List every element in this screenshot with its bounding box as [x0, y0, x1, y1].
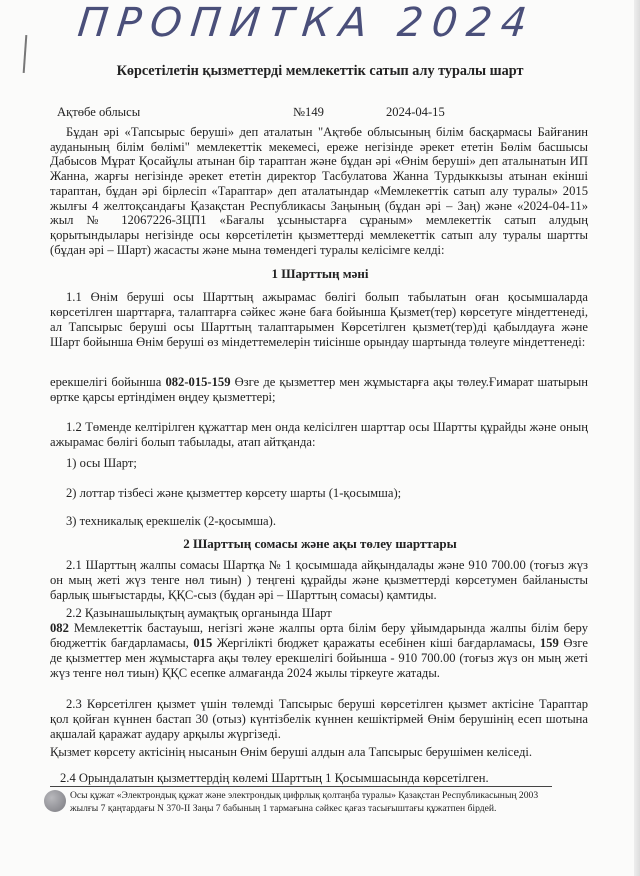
budget-text: Мемлекеттік бастауыш, негізгі және жалпы орта білім беру ұйымдарында жалпы білім беру бюджеттік бағдарламасы, — [50, 621, 588, 650]
budget-code: 082 — [50, 621, 69, 635]
clause-2-2-head: 2.2 Қазынашылықтың аумақтық органында Шарт — [66, 606, 332, 620]
budget-text: Жергілікті бюджет қаражаты есебінен кіші бағдарламасы, — [212, 636, 540, 650]
budget-code: 159 — [539, 636, 559, 650]
clause-2-3-note: Қызмет көрсету актісінің нысанын Өнім беруші алдын ала Тапсырыс берушімен келіседі. — [50, 745, 532, 759]
list-item: 2) лоттар тізбесі және қызметтер көрсету шарты (1-қосымша); — [66, 486, 402, 500]
clause-2-1: 2.1 Шарттың жалпы сомасы Шартқа № 1 қосымшада айқындалады және 910 700.00 (тоғыз жүз он мың жеті жүз тенге нөл тиын) ) теңгені құрайды және қызметтерді көрсетумен байланысты барлық шығыстарды, ҚҚС-сыз (бұдан әрі – Шарттың сомасы) қамтиды. — [50, 558, 588, 602]
budget-text: Өзге де қызметтер мен жұмыстарға ақы төлеу ерекшелігі бойынша - 910 700.00 (тоғыз жүз он мың жеті жүз тенге нөл тиын) ҚҚС есепке алмағанда 2024 жылы тіркеуге жатады. — [50, 636, 588, 680]
specification — [50, 375, 588, 405]
spec-code: 082-015-159 — [165, 375, 231, 389]
spec-prefix: ерекшелігі бойынша — [50, 375, 166, 389]
handwritten-note: ПРОПИТКА 2024 — [75, 0, 538, 46]
scan-edge — [634, 0, 640, 876]
region: Ақтөбе облысы — [57, 105, 141, 119]
e-signature-seal-icon — [44, 790, 66, 812]
document-title: Көрсетілетін қызметтерді мемлекеттік сатып алу туралы шарт — [116, 63, 524, 79]
clause-2-2 — [50, 621, 588, 681]
list-item: 3) техникалық ерекшелік (2-қосымша). — [66, 514, 276, 528]
footer-note: Осы құжат «Электрондық құжат және электрондық цифрлық қолтаңба туралы» Қазақстан Республикасының 2003 жылғы 7 қаңтардағы N 370-II Заңы 7 бабының 1 тармағына сәйкес қағаз тасығыштағы құжатпен бірдей. — [70, 790, 539, 814]
section-1-heading: 1 Шарттың мәні — [271, 266, 369, 281]
budget-code: 015 — [193, 636, 213, 650]
clause-1-2: 1.2 Төменде келтірілген құжаттар мен онда келісілген шарттар осы Шартты құрайды және оның ажырамас бөлігі болып табылады, атап айтқанда: — [50, 420, 588, 449]
contract-number: №149 — [293, 105, 324, 119]
clause-2-4: 2.4 Орындалатын қызметтердің көлемі Шарттың 1 Қосымшасында көрсетілген. — [50, 771, 552, 787]
contract-date: 2024-04-15 — [386, 105, 445, 119]
spec-text: Өзге де қызметтер мен жұмыстарға ақы төлеу.Ғимарат шатырын өртке қарсы ертіндімен өңдеу қызметтері; — [50, 375, 588, 404]
section-2-heading: 2 Шарттың сомасы және ақы төлеу шарттары — [183, 536, 457, 551]
clause-1-1: 1.1 Өнім беруші осы Шарттың ажырамас бөлігі болып табылатын оған қосымшаларда көрсетілген шарттарға, талаптарға сәйкес және баға бойынша Қызмет(тер) көрсетуге міндеттенеді, ал Тапсырыс беруші осы Шарттың талаптарымен Көрсетілген қызмет(тер)ді қабылдауға және Шарт бойынша Өнім беруші өз міндеттемелерін тиісінше орындау шартында төлеуге міндеттенеді: — [50, 290, 588, 349]
clause-2-3: 2.3 Көрсетілген қызмет үшін төлемді Тапсырыс беруші көрсетілген қызмет актісіне Тараптар қол қойған күннен бастап 30 (отыз) күнтізбелік күннен кешіктірмей Өнім берушінің есеп шотына ақшалай қаражат аудару арқылы жүргізеді. — [50, 697, 588, 741]
preamble: Бұдан әрі «Тапсырыс беруші» деп аталатын "Ақтөбе облысының білім басқармасы Байғанин ауданының білім бөлімі" мемлекеттік мекемесі, ереже негізінде әрекет ететін Бөлім басшысы Дабысов Мұрат Қосайұлы атынан бір тараптан және бұдан әрі «Өнім беруші» деп аталынатын ИП Жанна, жарғы негізінде әрекет ететін директор Тасбулатова Жанна Турдыккызы атынан екінші тараптан, бұдан әрі бірлесіп «Тараптар» деп аталатындар «Мемлекеттік сатып алу туралы» 2015 жылғы 4 желтоқсандағы Қазақстан Республикасы Заңының (бұдан әрі – Заң) және «2024-04-11» жыл № 12067226-ЗЦП1 «Бағалы ұсыныстарға сұраным» мемлекеттік сатып алудың қорытындылары негізінде осы көрсетілетін қызметтерді мемлекеттік сатып алу туралы шартты (бұдан әрі – Шарт) жасасты және мына төмендегі туралы келісімге келді: — [50, 125, 588, 257]
list-item: 1) осы Шарт; — [66, 456, 137, 470]
